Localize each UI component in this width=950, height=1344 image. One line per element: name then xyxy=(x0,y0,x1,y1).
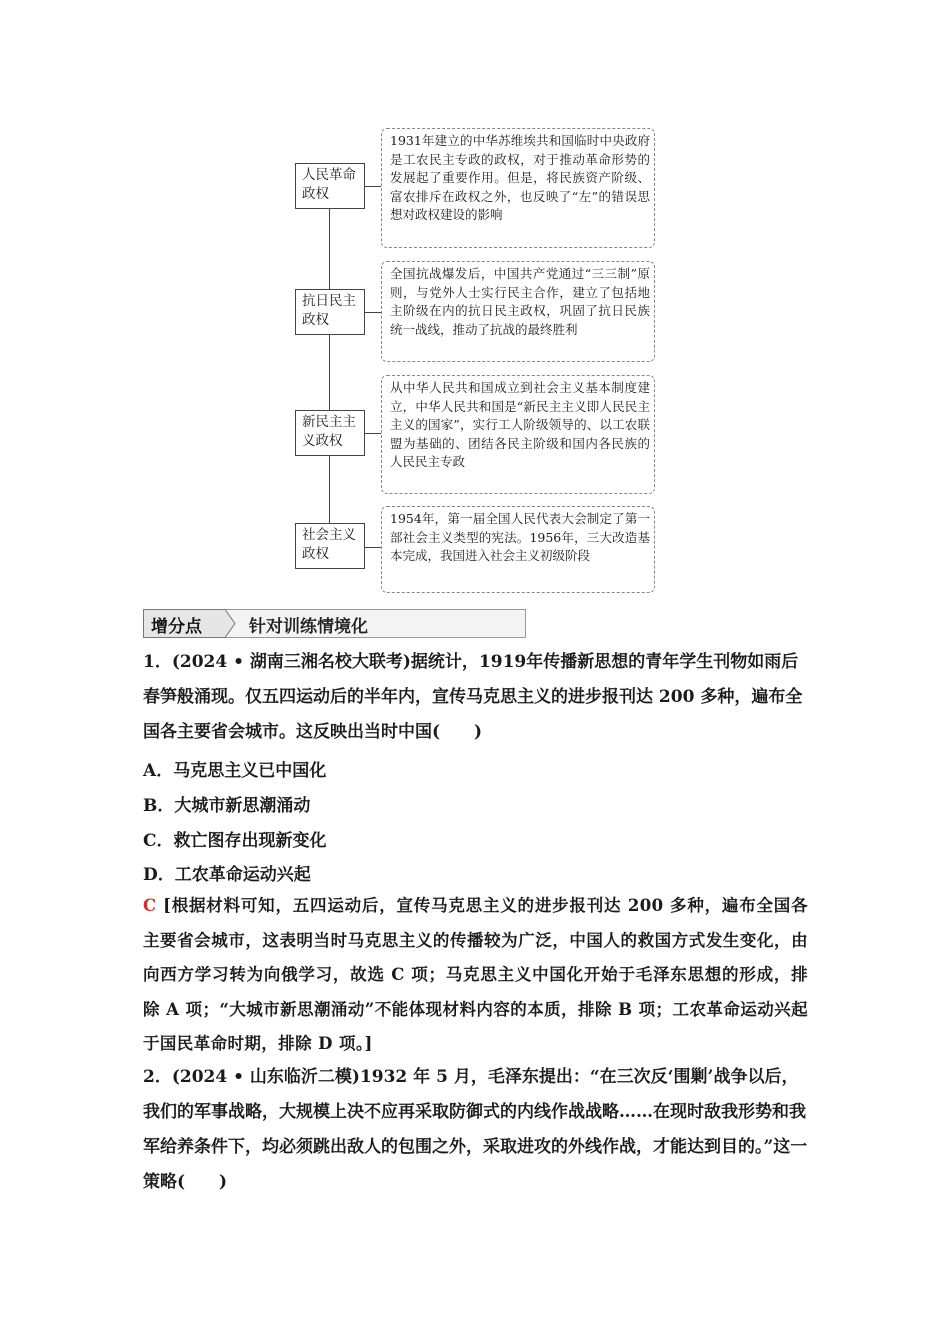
diagram-desc-1: 1931年建立的中华苏维埃共和国临时中央政府是工农民主专政的政权，对于推动革命形势的发展起了重要作用。但是，将民族资产阶级、富农排斥在政权之外，也反映了“左”的错误思想对政权建设的影响 xyxy=(381,128,655,248)
diagram-spine xyxy=(329,209,330,523)
diagram-link-2 xyxy=(365,312,381,313)
diagram-desc-2: 全国抗战爆发后，中国共产党通过“三三制”原则，与党外人士实行民主合作，建立了包括地主阶级在内的抗日民主政权，巩固了抗日民族统一战线，推动了抗战的最终胜利 xyxy=(381,261,655,362)
question-1-option-b: B．大城市新思潮涌动 xyxy=(143,796,311,816)
diagram-link-4 xyxy=(365,547,381,548)
question-1-option-c: C．救亡图存出现新变化 xyxy=(143,831,327,851)
answer-explanation: [根据材料可知，五四运动后，宣传马克思主义的进步报刊达 200 多种，遍布全国各主要省会城市，这表明当时马克思主义的传播较为广泛，中国人的救国方式发生变化，由向西方学习转为向俄学习，故选 C 项；马克思主义中国化开始于毛泽东思想的形成，排除 A 项；“大城市新思潮涌动”不能体现材料内容的本质，排除 B 项；工农革命运动兴起于国民革命时期，排除 D 项。] xyxy=(143,896,808,1053)
question-1-option-a: A．马克思主义已中国化 xyxy=(143,761,327,781)
diagram-node-4: 社会主义政权 xyxy=(295,523,365,569)
diagram-node-3: 新民主主义政权 xyxy=(295,410,365,456)
question-2-stem: 2．(2024 • 山东临沂二模)1932 年 5 月，毛泽东提出：“在三次反‘围剿’战争以后，我们的军事战略，大规模上决不应再采取防御式的内线作战战略……在现时敌我形势和我军给养条件下，均必须跳出敌人的包围之外，采取进攻的外线作战，才能达到目的。”这一策略( ) xyxy=(143,1067,808,1192)
banner-label: 增分点 xyxy=(151,617,202,637)
political-power-diagram xyxy=(0,0,950,610)
banner-title: 针对训练情境化 xyxy=(249,617,368,637)
diagram-desc-3: 从中华人民共和国成立到社会主义基本制度建立，中华人民共和国是“新民主主义即人民民主主义的国家”，实行工人阶级领导的、以工农联盟为基础的、团结各民主阶级和国内各民族的人民民主专政 xyxy=(381,375,655,494)
diagram-desc-4: 1954年，第一届全国人民代表大会制定了第一部社会主义类型的宪法。1956年，三大改造基本完成，我国进入社会主义初级阶段 xyxy=(381,506,655,593)
diagram-link-3 xyxy=(365,433,381,434)
diagram-node-1: 人民革命政权 xyxy=(295,163,365,209)
question-1-answer xyxy=(143,889,808,1062)
diagram-node-2: 抗日民主政权 xyxy=(295,289,365,335)
diagram-link-1 xyxy=(365,186,381,187)
answer-letter: C xyxy=(143,896,157,915)
section-banner xyxy=(143,609,526,638)
question-1-option-d: D．工农革命运动兴起 xyxy=(143,865,311,885)
question-1-stem: 1．(2024 • 湖南三湘名校大联考)据统计，1919年传播新思想的青年学生刊物如雨后春笋般涌现。仅五四运动后的半年内，宣传马克思主义的进步报刊达 200 多种，遍布全国各主要省会城市。这反映出当时中国( ) xyxy=(143,652,803,742)
